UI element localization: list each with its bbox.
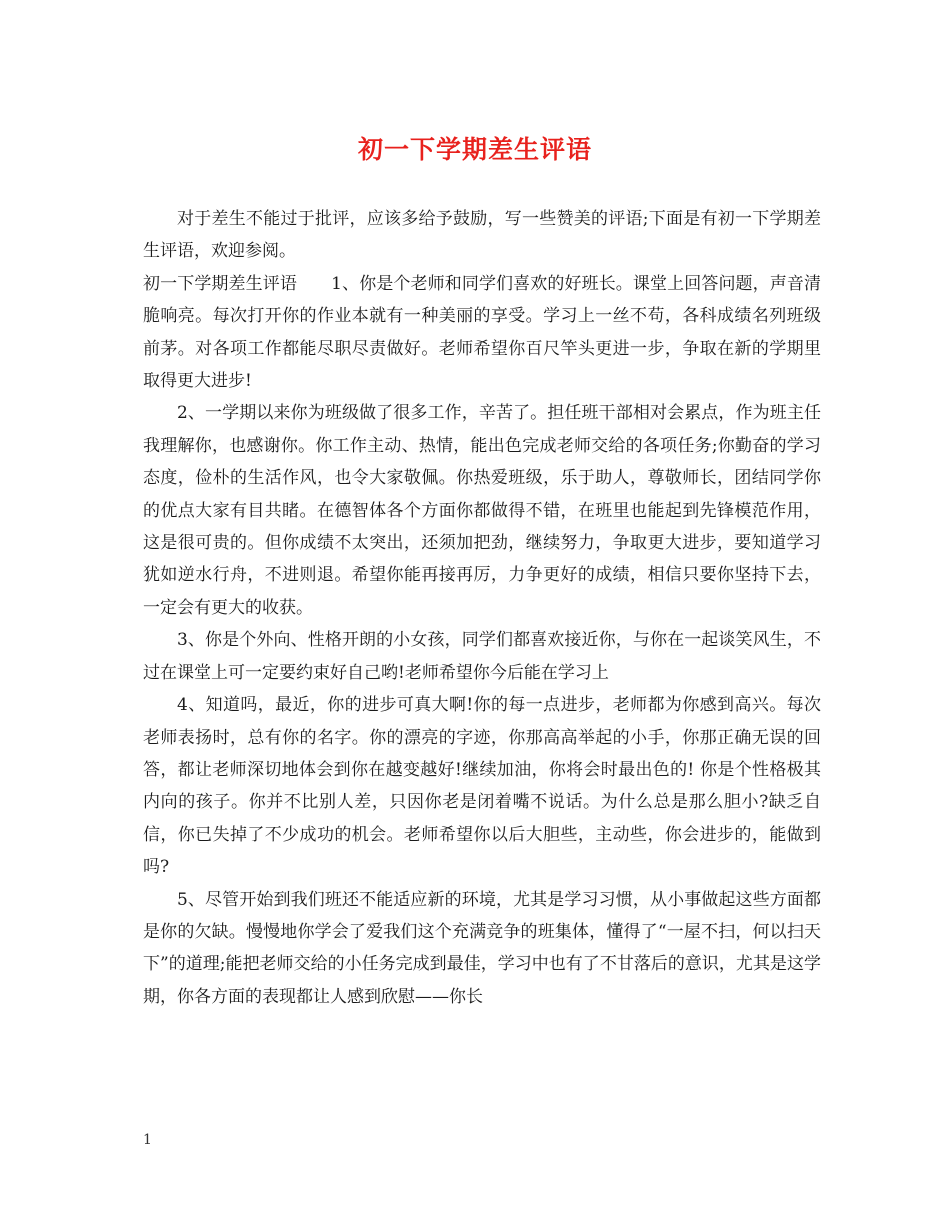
page-number: 1 bbox=[143, 1132, 152, 1148]
paragraph-comment-3: 3、你是个外向、性格开朗的小女孩，同学们都喜欢接近你，与你在一起谈笑风生，不过在课堂上可一定要约束好自己哟!老师希望你今后能在学习上 bbox=[143, 630, 821, 683]
paragraph-comment-5: 5、尽管开始到我们班还不能适应新的环境，尤其是学习习惯，从小事做起这些方面都是你的欠缺。慢慢地你学会了爱我们这个充满竞争的班集体，懂得了“一屋不扫，何以扫天下”的道理;能把老师交给的小任务完成到最佳，学习中也有了不甘落后的意识，尤其是这学期，你各方面的表现都让人感到欣慰——你长 bbox=[143, 889, 821, 1007]
document-body bbox=[143, 203, 821, 1013]
document-title: 初一下学期差生评语 bbox=[357, 135, 592, 164]
paragraph-comment-4: 4、知道吗，最近，你的进步可真大啊!你的每一点进步，老师都为你感到高兴。每次老师表扬时，总有你的名字。你的漂亮的字迹，你那高高举起的小手，你那正确无误的回答，都让老师深切地体会到你在越变越好!继续加油，你将会时最出色的! 你是个性格极其内向的孩子。你并不比别人差，只因你老是闭着嘴不说话。为什么总是那么胆小?缺乏自信，你已失掉了不少成功的机会。老师希望你以后大胆些，主动些，你会进步的，能做到吗? bbox=[143, 695, 821, 878]
paragraph-intro: 对于差生不能过于批评，应该多给予鼓励，写一些赞美的评语;下面是有初一下学期差生评语，欢迎参阅。 bbox=[143, 209, 821, 262]
paragraph-comment-1: 初一下学期差生评语 1、你是个老师和同学们喜欢的好班长。课堂上回答问题，声音清脆响亮。每次打开你的作业本就有一种美丽的享受。学习上一丝不苟，各科成绩名列班级前茅。对各项工作都能尽职尽责做好。老师希望你百尺竿头更进一步，争取在新的学期里取得更大进步! bbox=[143, 273, 821, 392]
paragraph-comment-2: 2、一学期以来你为班级做了很多工作，辛苦了。担任班干部相对会累点，作为班主任我理解你，也感谢你。你工作主动、热情，能出色完成老师交给的各项任务;你勤奋的学习态度，俭朴的生活作风，也令大家敬佩。你热爱班级，乐于助人，尊敬师长，团结同学你的优点大家有目共睹。在德智体各个方面你都做得不错，在班里也能起到先锋模范作用，这是很可贵的。但你成绩不太突出，还须加把劲，继续努力，争取更大进步，要知道学习犹如逆水行舟，不进则退。希望你能再接再厉，力争更好的成绩，相信只要你坚持下去，一定会有更大的收获。 bbox=[143, 403, 821, 618]
